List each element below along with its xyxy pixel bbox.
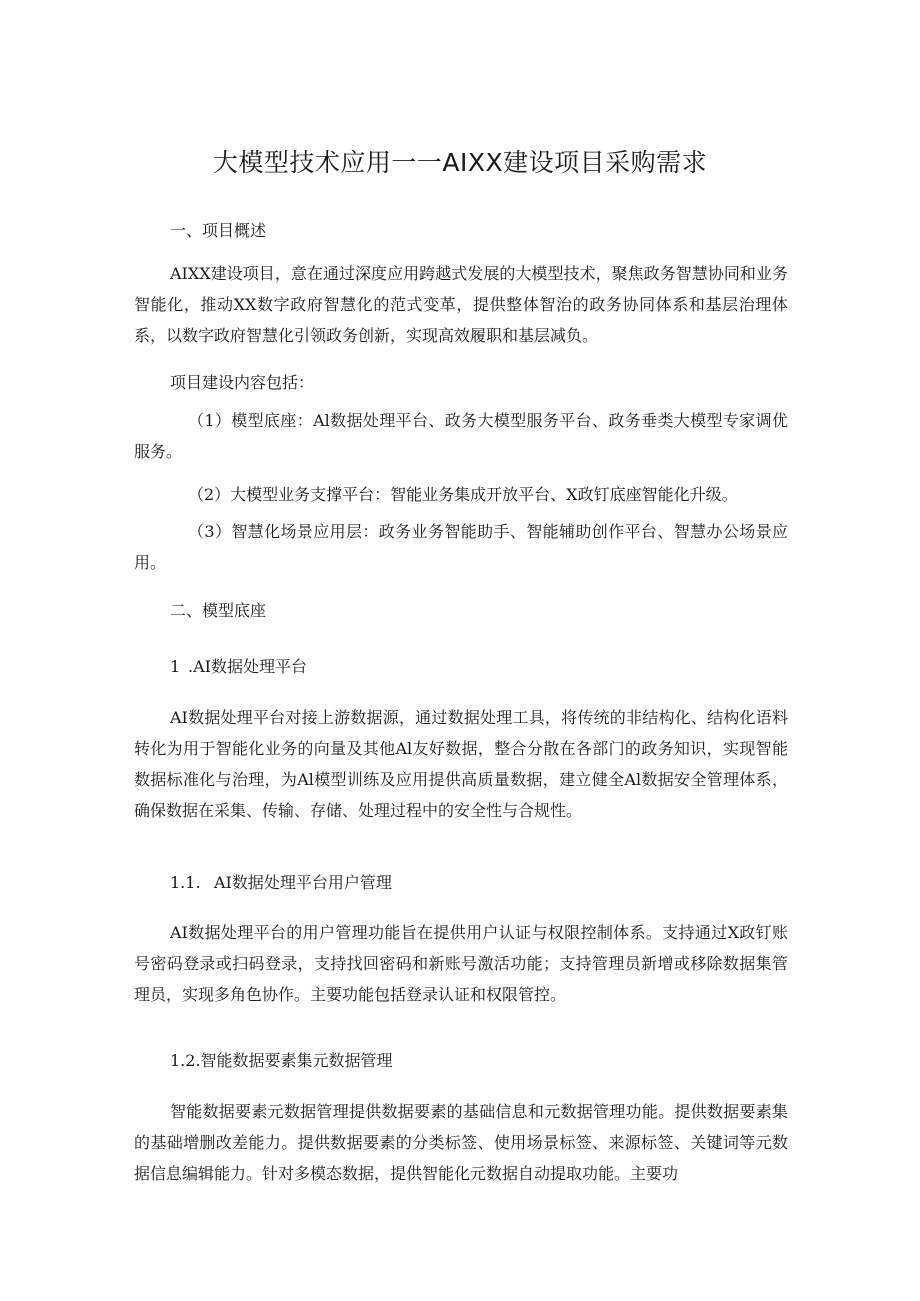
content-item-1: （1）模型底座：Al数据处理平台、政务大模型服务平台、政务垂类大模型专家调优服务。 — [134, 411, 788, 461]
ai-data-platform-paragraph: AI数据处理平台对接上游数据源，通过数据处理工具，将传统的非结构化、结构化语料转化为用于智能化业务的向量及其他Al友好数据，整合分散在各部门的政务知识，实现智能数据标准化与治理，为Al模型训练及应用提供高质量数据，建立健全Al数据安全管理体系，确保数据在采集、传输、存储、处理过程中的安全性与合规性。 — [134, 708, 788, 820]
content-item-2: （2）大模型业务支撑平台：智能业务集成开放平台、X政钉底座智能化升级。 — [188, 485, 738, 504]
subsection-heading-user-management — [170, 870, 392, 893]
section-heading-model-base: 二、模型底座 — [170, 601, 267, 620]
subsection-number: 1 — [170, 657, 181, 676]
subsection-title: AI数据处理平台用户管理 — [214, 873, 392, 892]
document-title: 大模型技术应用一一AIXX建设项目采购需求 — [212, 148, 708, 177]
subsection-number: 1.1. — [170, 873, 201, 892]
section-heading-overview: 一、项目概述 — [170, 221, 267, 240]
user-management-paragraph: AI数据处理平台的用户管理功能旨在提供用户认证与权限控制体系。支持通过X政钉账号密码登录或扫码登录，支持找回密码和新账号激活功能；支持管理员新增或移除数据集管理员，实现多角色协作。主要功能包括登录认证和权限管控。 — [134, 923, 788, 1004]
subsection-title: .AI数据处理平台 — [188, 657, 307, 676]
overview-paragraph: AIXX建设项目，意在通过深度应用跨越式发展的大模型技术，聚焦政务智慧协同和业务智能化，推动XX数字政府智慧化的范式变革，提供整体智治的政务协同体系和基层治理体系，以数字政府智慧化引领政务创新，实现高效履职和基层减负。 — [134, 264, 788, 345]
content-item-3: （3）智慧化场景应用层：政务业务智能助手、智能辅助创作平台、智慧办公场景应用。 — [134, 522, 788, 572]
contents-intro: 项目建设内容包括： — [170, 373, 315, 392]
subsection-heading-ai-data-platform — [170, 654, 307, 677]
subsection-heading-metadata-management: 1.2.智能数据要素集元数据管理 — [170, 1051, 393, 1070]
metadata-management-paragraph: 智能数据要素元数据管理提供数据要素的基础信息和元数据管理功能。提供数据要素集的基础增删改差能力。提供数据要素的分类标签、使用场景标签、来源标签、关键词等元数据信息编辑能力。针对多模态数据，提供智能化元数据自动提取功能。主要功 — [134, 1102, 788, 1183]
